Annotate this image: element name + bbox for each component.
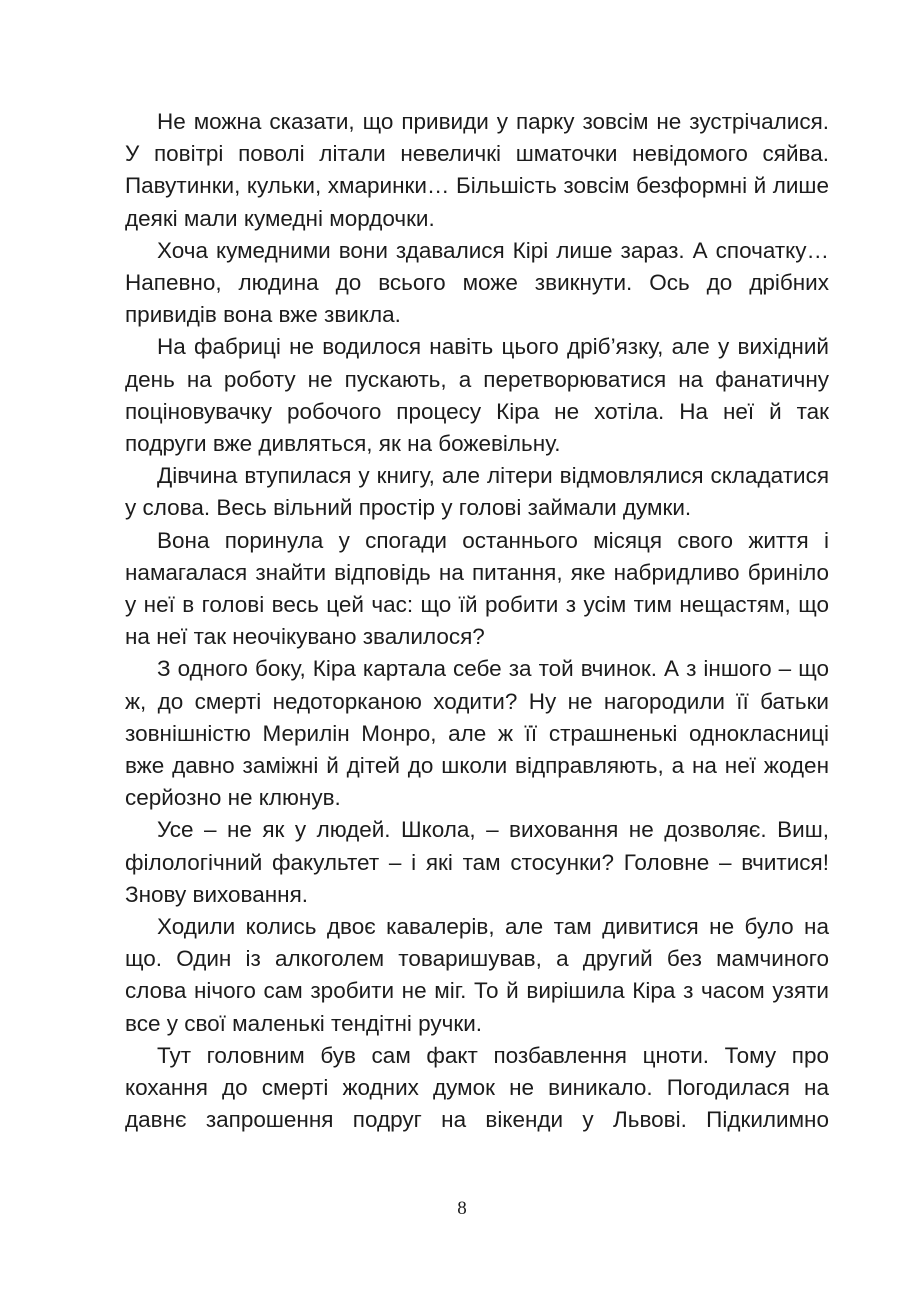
paragraph-4: Дівчина втупилася у книгу, але літери відмовлялися складатися у слова. Весь вільний простір у голові займали думки. [125,463,829,521]
paragraph-7: Усе – не як у людей. Школа, – виховання не дозволяє. Виш, філологічний факультет – і які там стосунки? Головне – вчитися! Знову виховання. [125,817,829,907]
paragraph-2: Хоча кумедними вони здавалися Кірі лише зараз. А спочатку… Напевно, людина до всього може звикнути. Ось до дрібних привидів вона вже звикла. [125,237,829,328]
paragraph-1: Не можна сказати, що привиди у парку зовсім не зустрічалися. У повітрі поволі літали невеличкі шматочки невідомого сяйва. Павутинки, кульки, хмаринки… Більшість зовсім безформні й лише деякі мали кумедні мордочки. [125,109,829,231]
paragraph-9: Тут головним був сам факт позбавлення цноти. Тому про кохання до смерті жодних думок не виникало. Погодилася на давнє запрошення подруг на вікенди у Львові. Підкилимно [125,1042,829,1133]
body-text [125,106,829,1137]
paragraph-3: На фабриці не водилося навіть цього дріб’язку, але у вихідний день на роботу не пускають, а перетворюватися на фанатичну поціновувачку робочого процесу Кіра не хотіла. На неї й так подруги вже дивляться, як на божевільну. [125,334,829,457]
paragraph-8: Ходили колись двоє кавалерів, але там дивитися не було на що. Один із алкоголем товаришував, а другий без мамчиного слова нічого сам зробити не міг. То й вирішила Кіра з часом узяти все у свої маленькі тендітні ручки. [125,914,829,1036]
paragraph-6: З одного боку, Кіра картала себе за той вчинок. А з іншого – що ж, до смерті недоторканою ходити? Ну не нагородили її батьки зовнішністю Мерилін Монро, але ж її страшненькі однокласниці вже давно заміжні й дітей до школи відправляють, а на неї жоден серйозно не клюнув. [125,656,829,811]
paragraph-5: Вона поринула у спогади останнього місяця свого життя і намагалася знайти відповідь на питання, яке набридливо бриніло у неї в голові весь цей час: що їй робити з усім тим нещастям, що на неї так неочікувано звалилося? [125,527,829,650]
page-number: 8 [457,1198,467,1219]
